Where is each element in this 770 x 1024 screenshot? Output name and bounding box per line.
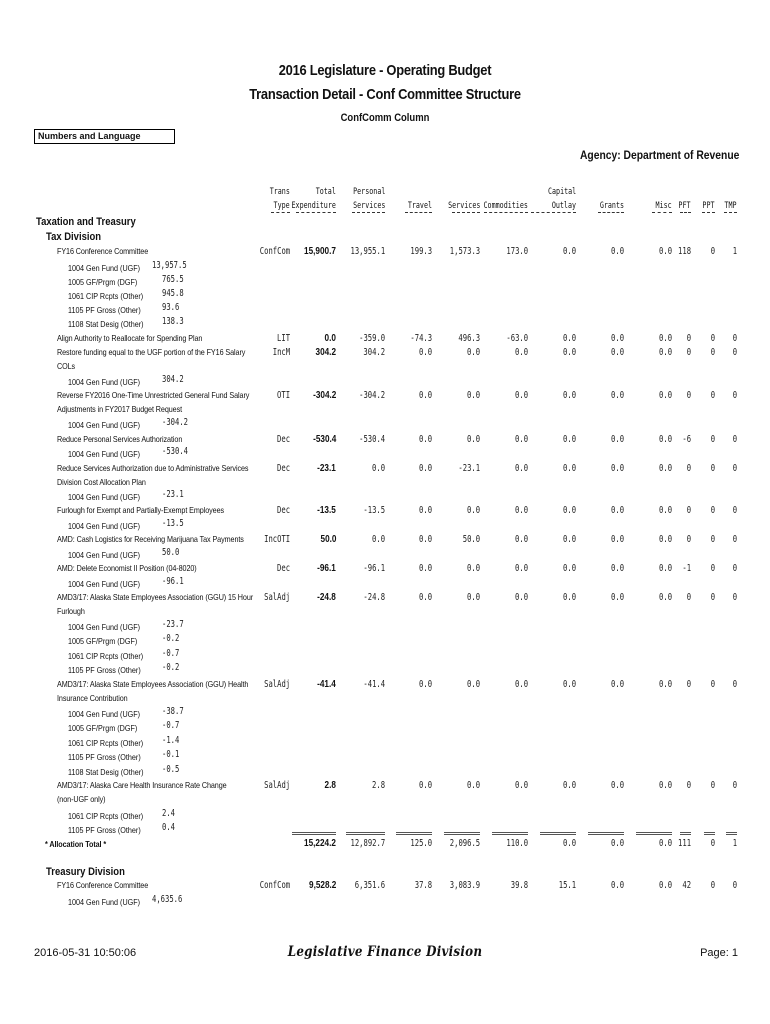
fund-source-label: 1005 GF/Prgm (DGF) <box>68 277 138 287</box>
agency-label: Agency: Department of Revenue <box>579 148 739 162</box>
row-commodities-value: 0.0 <box>514 679 528 690</box>
row-grants-value: 0.0 <box>610 246 624 257</box>
row-total-value: -41.4 <box>317 679 336 690</box>
column-header-commodities: Commodities <box>483 201 528 211</box>
row-services-value: 0.0 <box>466 592 480 603</box>
row-misc-value: 0.0 <box>658 347 672 358</box>
allocation-total-grants: 0.0 <box>610 838 624 849</box>
row-commodities-value: 0.0 <box>514 463 528 474</box>
row-services-value: 0.0 <box>466 390 480 401</box>
fund-source-amount: 2.4 <box>162 808 176 819</box>
column-header-type: Type <box>273 201 290 211</box>
row-trans-type: SalAdj <box>263 592 290 603</box>
fund-source-amount: 304.2 <box>162 374 184 385</box>
row-pft-value: 0 <box>686 592 691 603</box>
row-description: AMD3/17: Alaska State Employees Association (GGU) Health <box>57 679 249 689</box>
row-travel-value: 0.0 <box>418 592 432 603</box>
fund-source-label: 1105 PF Gross (Other) <box>68 665 141 675</box>
row-ppt-value: 0 <box>710 505 715 516</box>
row-personal-value: -24.8 <box>363 592 385 603</box>
row-trans-type: Dec <box>276 505 290 516</box>
row-description: Insurance Contribution <box>57 693 128 703</box>
division-signature: Legislative Finance Division <box>287 944 483 960</box>
fund-source-label: 1061 CIP Rcpts (Other) <box>68 811 144 821</box>
fund-source-amount: -13.5 <box>162 518 184 529</box>
total-rule <box>704 832 715 833</box>
row-travel-value: 0.0 <box>418 463 432 474</box>
row-grants-value: 0.0 <box>610 463 624 474</box>
allocation-total-travel: 125.0 <box>410 838 432 849</box>
row-services-value: 0.0 <box>466 347 480 358</box>
section-treasury-division: Treasury Division <box>46 866 125 878</box>
row-ppt-value: 0 <box>710 880 715 891</box>
row-description: COLs <box>57 361 76 371</box>
row-travel-value: 0.0 <box>418 505 432 516</box>
fund-source-label: 1004 Gen Fund (UGF) <box>68 521 141 531</box>
column-header-total: Expenditure <box>291 201 336 211</box>
row-travel-value: 0.0 <box>418 563 432 574</box>
row-personal-value: -359.0 <box>358 333 385 344</box>
row-commodities-value: 0.0 <box>514 434 528 445</box>
row-grants-value: 0.0 <box>610 679 624 690</box>
row-personal-value: -530.4 <box>358 434 385 445</box>
row-grants-value: 0.0 <box>610 390 624 401</box>
row-grants-value: 0.0 <box>610 880 624 891</box>
row-description: Reverse FY2016 One-Time Unrestricted General Fund Salary <box>57 390 250 400</box>
row-grants-value: 0.0 <box>610 333 624 344</box>
row-services-value: 50.0 <box>462 534 480 545</box>
row-personal-value: -96.1 <box>363 563 385 574</box>
fund-source-amount: -23.7 <box>162 619 184 630</box>
row-tmp-value: 0 <box>732 780 737 791</box>
fund-source-amount: -0.1 <box>162 749 180 760</box>
column-header-ppt: PPT <box>702 201 715 211</box>
row-personal-value: -41.4 <box>363 679 385 690</box>
allocation-total-capital: 0.0 <box>562 838 576 849</box>
row-commodities-value: 0.0 <box>514 347 528 358</box>
row-trans-type: OTI <box>276 390 290 401</box>
row-services-value: 0.0 <box>466 780 480 791</box>
row-tmp-value: 0 <box>732 534 737 545</box>
row-misc-value: 0.0 <box>658 563 672 574</box>
row-commodities-value: -63.0 <box>506 333 528 344</box>
fund-source-amount: -530.4 <box>162 446 189 457</box>
fund-source-amount: -0.7 <box>162 720 180 731</box>
fund-source-label: 1061 CIP Rcpts (Other) <box>68 651 144 661</box>
row-description: Reduce Personal Services Authorization <box>57 434 183 444</box>
row-misc-value: 0.0 <box>658 434 672 445</box>
row-personal-value: -13.5 <box>363 505 385 516</box>
row-trans-type: Dec <box>276 563 290 574</box>
total-rule <box>540 834 576 835</box>
row-ppt-value: 0 <box>710 563 715 574</box>
column-header-pft: PFT <box>678 201 691 211</box>
row-misc-value: 0.0 <box>658 534 672 545</box>
row-misc-value: 0.0 <box>658 780 672 791</box>
row-misc-value: 0.0 <box>658 333 672 344</box>
row-pft-value: 0 <box>686 463 691 474</box>
row-ppt-value: 0 <box>710 246 715 257</box>
row-pft-value: 0 <box>686 505 691 516</box>
row-pft-value: 0 <box>686 780 691 791</box>
allocation-total-personal: 12,892.7 <box>350 838 385 849</box>
row-description: FY16 Conference Committee <box>57 246 149 256</box>
total-rule <box>292 834 336 835</box>
row-grants-value: 0.0 <box>610 505 624 516</box>
row-total-value: 304.2 <box>315 347 336 358</box>
allocation-total-commodities: 110.0 <box>506 838 528 849</box>
fund-source-amount: -304.2 <box>162 417 189 428</box>
row-description: Align Authority to Reallocate for Spending Plan <box>57 333 203 343</box>
fund-source-amount: -0.2 <box>162 633 180 644</box>
total-rule <box>444 834 480 835</box>
section-tax-division: Tax Division <box>46 231 102 243</box>
row-misc-value: 0.0 <box>658 246 672 257</box>
row-services-value: 3,083.9 <box>449 880 480 891</box>
row-ppt-value: 0 <box>710 679 715 690</box>
row-trans-type: IncOTI <box>263 534 290 545</box>
row-ppt-value: 0 <box>710 347 715 358</box>
row-pft-value: 0 <box>686 333 691 344</box>
fund-source-label: 1004 Gen Fund (UGF) <box>68 449 141 459</box>
row-services-value: 0.0 <box>466 563 480 574</box>
fund-source-amount: 4,635.6 <box>152 894 183 905</box>
row-ppt-value: 0 <box>710 434 715 445</box>
row-travel-value: 0.0 <box>418 390 432 401</box>
total-rule <box>636 832 672 833</box>
row-trans-type: ConfCom <box>259 246 290 257</box>
row-pft-value: 0 <box>686 347 691 358</box>
allocation-total-total: 15,224.2 <box>304 838 336 849</box>
column-header-underline <box>652 212 672 213</box>
row-services-value: -23.1 <box>458 463 480 474</box>
row-total-value: -13.5 <box>317 505 336 516</box>
column-header-underline <box>484 212 528 213</box>
fund-source-amount: -1.4 <box>162 735 180 746</box>
row-capital-value: 0.0 <box>562 347 576 358</box>
fund-source-label: 1108 Stat Desig (Other) <box>68 319 144 329</box>
row-tmp-value: 1 <box>732 246 737 257</box>
row-grants-value: 0.0 <box>610 434 624 445</box>
column-header-type: Trans <box>269 187 290 197</box>
column-header-personal: Personal <box>352 187 385 197</box>
row-misc-value: 0.0 <box>658 679 672 690</box>
fund-source-label: 1004 Gen Fund (UGF) <box>68 622 141 632</box>
row-ppt-value: 0 <box>710 592 715 603</box>
row-total-value: 15,900.7 <box>304 246 336 257</box>
report-title: 2016 Legislature - Operating Budget <box>278 62 492 79</box>
row-capital-value: 0.0 <box>562 505 576 516</box>
row-description: AMD3/17: Alaska State Employees Association (GGU) 15 Hour <box>57 592 254 602</box>
row-personal-value: -304.2 <box>358 390 385 401</box>
row-commodities-value: 0.0 <box>514 780 528 791</box>
row-description: (non-UGF only) <box>57 794 106 804</box>
row-description: FY16 Conference Committee <box>57 880 149 890</box>
row-total-value: -23.1 <box>317 463 336 474</box>
total-rule <box>444 832 480 833</box>
total-rule <box>680 832 691 833</box>
row-total-value: -24.8 <box>317 592 336 603</box>
row-travel-value: 37.8 <box>414 880 432 891</box>
row-ppt-value: 0 <box>710 780 715 791</box>
column-header-underline <box>598 212 624 213</box>
row-description: Furlough for Exempt and Partially-Exempt Employees <box>57 505 225 515</box>
row-trans-type: LIT <box>276 333 290 344</box>
fund-source-label: 1004 Gen Fund (UGF) <box>68 579 141 589</box>
total-rule <box>588 832 624 833</box>
row-description: AMD: Cash Logistics for Receiving Marijuana Tax Payments <box>57 534 244 544</box>
row-commodities-value: 0.0 <box>514 563 528 574</box>
row-capital-value: 0.0 <box>562 333 576 344</box>
row-trans-type: IncM <box>272 347 290 358</box>
fund-source-label: 1105 PF Gross (Other) <box>68 825 141 835</box>
column-header-tmp: TMP <box>724 201 737 211</box>
total-rule <box>636 834 672 835</box>
row-travel-value: 0.0 <box>418 679 432 690</box>
row-trans-type: Dec <box>276 434 290 445</box>
fund-source-label: 1004 Gen Fund (UGF) <box>68 420 141 430</box>
row-tmp-value: 0 <box>732 434 737 445</box>
row-capital-value: 0.0 <box>562 679 576 690</box>
row-tmp-value: 0 <box>732 463 737 474</box>
fund-source-label: 1105 PF Gross (Other) <box>68 752 141 762</box>
row-pft-value: 42 <box>682 880 691 891</box>
row-ppt-value: 0 <box>710 463 715 474</box>
row-pft-value: -1 <box>682 563 691 574</box>
row-total-value: -530.4 <box>312 434 336 445</box>
row-services-value: 0.0 <box>466 434 480 445</box>
row-misc-value: 0.0 <box>658 390 672 401</box>
row-description: Reduce Services Authorization due to Administrative Services <box>57 463 249 473</box>
column-header-personal: Services <box>352 201 385 211</box>
fund-source-amount: -0.7 <box>162 648 180 659</box>
fund-source-amount: 765.5 <box>162 274 184 285</box>
row-total-value: 2.8 <box>324 780 336 791</box>
row-total-value: 50.0 <box>320 534 336 545</box>
row-ppt-value: 0 <box>710 534 715 545</box>
row-tmp-value: 0 <box>732 592 737 603</box>
row-description: Restore funding equal to the UGF portion of the FY16 Salary <box>57 347 246 357</box>
column-header-underline <box>452 212 480 213</box>
row-tmp-value: 0 <box>732 679 737 690</box>
fund-source-amount: 945.8 <box>162 288 184 299</box>
total-rule <box>540 832 576 833</box>
fund-source-amount: -23.1 <box>162 489 184 500</box>
fund-source-amount: 93.6 <box>162 302 180 313</box>
row-grants-value: 0.0 <box>610 563 624 574</box>
row-total-value: 9,528.2 <box>308 880 336 891</box>
allocation-total-tmp: 1 <box>732 838 737 849</box>
row-pft-value: 0 <box>686 679 691 690</box>
row-commodities-value: 39.8 <box>510 880 528 891</box>
row-capital-value: 0.0 <box>562 246 576 257</box>
fund-source-label: 1004 Gen Fund (UGF) <box>68 897 141 907</box>
total-rule <box>726 834 737 835</box>
total-rule <box>346 834 385 835</box>
row-travel-value: 0.0 <box>418 347 432 358</box>
row-travel-value: 199.3 <box>410 246 432 257</box>
row-services-value: 1,573.3 <box>449 246 480 257</box>
allocation-total-ppt: 0 <box>710 838 715 849</box>
row-tmp-value: 0 <box>732 347 737 358</box>
row-misc-value: 0.0 <box>658 463 672 474</box>
column-label: ConfComm Column <box>340 112 430 124</box>
fund-source-label: 1005 GF/Prgm (DGF) <box>68 636 138 646</box>
allocation-total-services: 2,096.5 <box>449 838 480 849</box>
row-capital-value: 15.1 <box>558 880 576 891</box>
fund-source-amount: -0.5 <box>162 764 180 775</box>
row-description: Adjustments in FY2017 Budget Request <box>57 404 183 414</box>
row-capital-value: 0.0 <box>562 463 576 474</box>
row-commodities-value: 0.0 <box>514 505 528 516</box>
row-tmp-value: 0 <box>732 505 737 516</box>
row-tmp-value: 0 <box>732 563 737 574</box>
total-rule <box>588 834 624 835</box>
row-misc-value: 0.0 <box>658 880 672 891</box>
column-header-services: Services <box>447 201 480 211</box>
row-capital-value: 0.0 <box>562 390 576 401</box>
row-capital-value: 0.0 <box>562 563 576 574</box>
row-tmp-value: 0 <box>732 390 737 401</box>
total-rule <box>492 834 528 835</box>
column-header-capital: Capital <box>547 187 576 197</box>
column-header-capital: Outlay <box>551 201 576 211</box>
report-subtitle: Transaction Detail - Conf Committee Structure <box>249 86 521 103</box>
fund-source-label: 1004 Gen Fund (UGF) <box>68 377 141 387</box>
row-trans-type: SalAdj <box>263 780 290 791</box>
row-personal-value: 6,351.6 <box>354 880 385 891</box>
row-commodities-value: 0.0 <box>514 534 528 545</box>
row-personal-value: 304.2 <box>363 347 385 358</box>
row-personal-value: 0.0 <box>371 534 385 545</box>
row-pft-value: 118 <box>677 246 691 257</box>
row-commodities-value: 173.0 <box>506 246 528 257</box>
row-capital-value: 0.0 <box>562 434 576 445</box>
column-header-travel: Travel <box>407 201 432 211</box>
column-header-underline <box>352 212 385 213</box>
column-header-underline <box>531 212 576 213</box>
column-header-underline <box>680 212 691 213</box>
row-trans-type: Dec <box>276 463 290 474</box>
numbers-language-box: Numbers and Language <box>34 129 175 144</box>
fund-source-amount: 13,957.5 <box>152 260 187 271</box>
fund-source-label: 1004 Gen Fund (UGF) <box>68 492 141 502</box>
row-tmp-value: 0 <box>732 880 737 891</box>
column-header-underline <box>271 212 290 213</box>
total-rule <box>680 834 691 835</box>
row-grants-value: 0.0 <box>610 592 624 603</box>
row-tmp-value: 0 <box>732 333 737 344</box>
row-capital-value: 0.0 <box>562 780 576 791</box>
fund-source-amount: 50.0 <box>162 547 180 558</box>
fund-source-label: 1061 CIP Rcpts (Other) <box>68 738 144 748</box>
row-capital-value: 0.0 <box>562 592 576 603</box>
row-total-value: 0.0 <box>324 333 336 344</box>
page-number: Page: 1 <box>700 947 738 959</box>
fund-source-label: 1004 Gen Fund (UGF) <box>68 550 141 560</box>
row-personal-value: 0.0 <box>371 463 385 474</box>
allocation-total-pft: 111 <box>677 838 691 849</box>
total-rule <box>292 832 336 833</box>
fund-source-label: 1005 GF/Prgm (DGF) <box>68 723 138 733</box>
row-services-value: 496.3 <box>458 333 480 344</box>
row-misc-value: 0.0 <box>658 592 672 603</box>
row-travel-value: 0.0 <box>418 534 432 545</box>
row-ppt-value: 0 <box>710 333 715 344</box>
row-services-value: 0.0 <box>466 679 480 690</box>
total-rule <box>704 834 715 835</box>
row-trans-type: ConfCom <box>259 880 290 891</box>
fund-source-amount: 0.4 <box>162 822 176 833</box>
allocation-total-label: * Allocation Total * <box>45 839 107 849</box>
total-rule <box>492 832 528 833</box>
fund-source-label: 1004 Gen Fund (UGF) <box>68 709 141 719</box>
row-personal-value: 13,955.1 <box>350 246 385 257</box>
column-header-total: Total <box>315 187 336 197</box>
total-rule <box>396 832 432 833</box>
row-travel-value: 0.0 <box>418 434 432 445</box>
row-description: AMD3/17: Alaska Care Health Insurance Rate Change <box>57 780 227 790</box>
row-travel-value: -74.3 <box>410 333 432 344</box>
row-misc-value: 0.0 <box>658 505 672 516</box>
column-header-misc: Misc <box>655 201 672 211</box>
row-pft-value: 0 <box>686 390 691 401</box>
row-grants-value: 0.0 <box>610 780 624 791</box>
fund-source-amount: -0.2 <box>162 662 180 673</box>
row-description: AMD: Delete Economist II Position (04-8020) <box>57 563 197 573</box>
row-commodities-value: 0.0 <box>514 592 528 603</box>
row-trans-type: SalAdj <box>263 679 290 690</box>
row-total-value: -96.1 <box>317 563 336 574</box>
row-description: Furlough <box>57 606 85 616</box>
row-travel-value: 0.0 <box>418 780 432 791</box>
section-taxation: Taxation and Treasury <box>36 216 136 228</box>
row-ppt-value: 0 <box>710 390 715 401</box>
row-total-value: -304.2 <box>312 390 336 401</box>
column-header-underline <box>724 212 737 213</box>
total-rule <box>396 834 432 835</box>
column-header-grants: Grants <box>599 201 624 211</box>
total-rule <box>346 832 385 833</box>
allocation-total-misc: 0.0 <box>658 838 672 849</box>
row-services-value: 0.0 <box>466 505 480 516</box>
fund-source-label: 1105 PF Gross (Other) <box>68 305 141 315</box>
fund-source-label: 1061 CIP Rcpts (Other) <box>68 291 144 301</box>
row-grants-value: 0.0 <box>610 534 624 545</box>
fund-source-label: 1004 Gen Fund (UGF) <box>68 263 141 273</box>
row-personal-value: 2.8 <box>371 780 385 791</box>
fund-source-label: 1108 Stat Desig (Other) <box>68 767 144 777</box>
row-description: Division Cost Allocation Plan <box>57 477 146 487</box>
fund-source-amount: -96.1 <box>162 576 184 587</box>
report-timestamp: 2016-05-31 10:50:06 <box>34 947 137 959</box>
row-commodities-value: 0.0 <box>514 390 528 401</box>
row-pft-value: 0 <box>686 534 691 545</box>
column-header-underline <box>296 212 336 213</box>
total-rule <box>726 832 737 833</box>
row-capital-value: 0.0 <box>562 534 576 545</box>
fund-source-amount: -38.7 <box>162 706 184 717</box>
row-pft-value: -6 <box>682 434 691 445</box>
fund-source-amount: 138.3 <box>162 316 184 327</box>
column-header-underline <box>405 212 432 213</box>
row-grants-value: 0.0 <box>610 347 624 358</box>
column-header-underline <box>702 212 715 213</box>
